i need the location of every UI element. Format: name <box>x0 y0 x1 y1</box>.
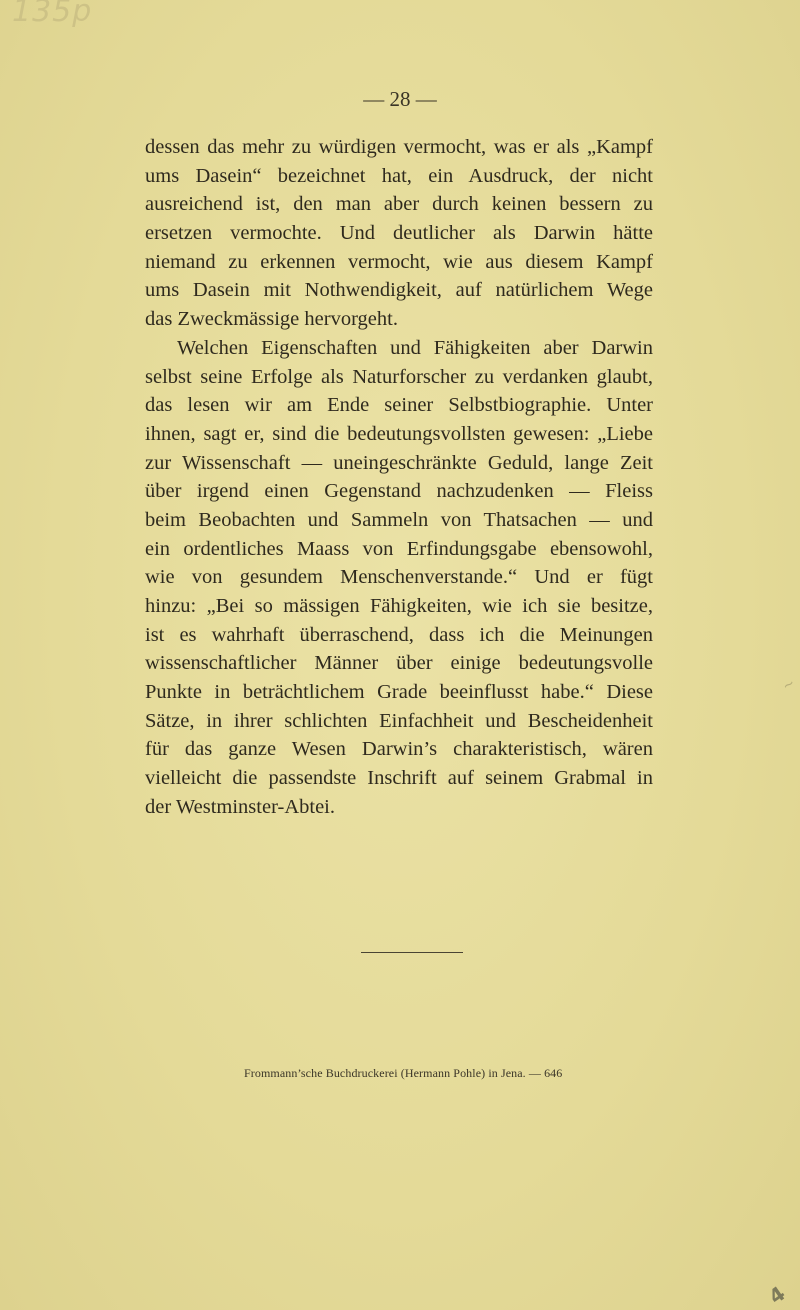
text-line: beim Beobachten und Sammeln von Thatsachen — und <box>145 508 653 531</box>
text-line: das lesen wir am Ende seiner Selbstbiographie. Unter <box>145 394 653 417</box>
text-line: Welchen Eigenschaften und Fähigkeiten aber Darwin <box>177 336 653 359</box>
text-line: wie von gesundem Menschenverstande.“ Und er fügt <box>145 566 653 589</box>
text-line: ausreichend ist, den man aber durch keinen bessern zu <box>145 193 653 216</box>
text-line: selbst seine Erfolge als Naturforscher zu verdanken glaubt, <box>145 365 653 388</box>
text-line: ums Dasein“ bezeichnet hat, ein Ausdruck, der nicht <box>145 164 653 187</box>
margin-pencil-mark: ~ <box>779 675 798 695</box>
printer-imprint: Frommann’sche Buchdruckerei (Hermann Pohle) in Jena. — 646 <box>244 1066 563 1080</box>
text-line: für das ganze Wesen Darwin’s charakteristisch, wären <box>145 738 653 761</box>
section-end-rule <box>361 952 463 953</box>
body-text <box>145 133 653 822</box>
text-line: ist es wahrhaft überraschend, dass ich die Meinungen <box>145 623 653 646</box>
text-line: zur Wissenschaft — uneingeschränkte Geduld, lange Zeit <box>145 451 653 474</box>
text-line: Punkte in beträchtlichem Grade beeinflusst habe.“ Diese <box>145 681 653 704</box>
text-line: ein ordentliches Maass von Erfindungsgabe ebensowohl, <box>145 537 653 560</box>
text-line: ums Dasein mit Nothwendigkeit, auf natürlichem Wege <box>145 279 653 302</box>
text-line: wissenschaftlicher Männer über einige bedeutungsvolle <box>145 652 653 675</box>
text-line: über irgend einen Gegenstand nachzudenken — Fleiss <box>145 480 653 503</box>
text-line: vielleicht die passendste Inschrift auf seinem Grabmal in <box>145 767 653 790</box>
text-line: ersetzen vermochte. Und deutlicher als Darwin hätte <box>145 222 653 245</box>
text-line: das Zweckmässige hervorgeht. <box>145 308 398 331</box>
text-line: hinzu: „Bei so mässigen Fähigkeiten, wie ich sie besitze, <box>145 595 653 617</box>
text-line: Sätze, in ihrer schlichten Einfachheit und Bescheidenheit <box>145 709 653 732</box>
text-line: niemand zu erkennen vermocht, wie aus diesem Kampf <box>145 250 653 273</box>
text-line: ihnen, sagt er, sind die bedeutungsvollsten gewesen: „Liebe <box>145 422 653 445</box>
page-number: — 28 — <box>363 87 437 111</box>
text-line: dessen das mehr zu würdigen vermocht, was er als „Kampf <box>145 136 653 158</box>
text-line: der Westminster-Abtei. <box>145 795 335 818</box>
corner-pencil-mark: 4 <box>764 1281 790 1309</box>
pencil-annotation: 135p <box>12 0 93 29</box>
